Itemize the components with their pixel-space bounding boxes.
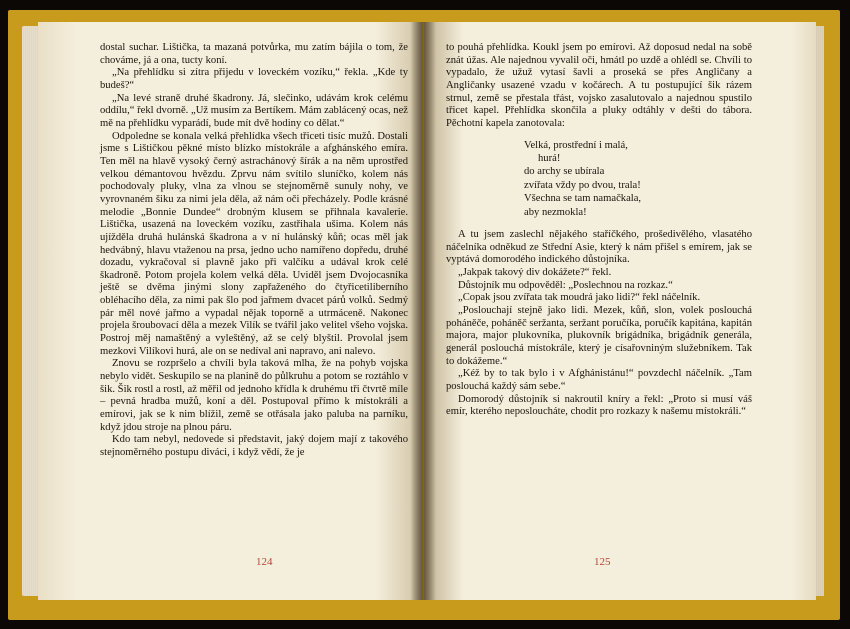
paragraph: „Kéž by to tak bylo i v Afghánistánu!“ povzdechl náčelník. „Tam poslouchá každý sám sebe.“ [446, 368, 752, 392]
paragraph: „Na přehlídku si zítra přijedu v loveckém vozíku,“ řekla. „Kde ty budeš?“ [100, 67, 408, 91]
verse-line: hurá! [538, 153, 561, 164]
paragraph: „Jakpak takový div dokážete?“ řekl. [458, 267, 612, 278]
verse-line: Všechna se tam namačkala, [524, 193, 642, 205]
paragraph: Kdo tam nebyl, nedovede si představit, jaký dojem mají z takového stejnoměrného postupu diváci, i když vědí, že je [100, 434, 408, 458]
paragraph: Domorodý důstojník si nakroutil kníry a řekl: „Proto si musí váš emír, kterého neposloucháte, chodit pro rozkazy k našemu místokráli.“ [446, 393, 752, 418]
paragraph: Odpoledne se konala velká přehlídka všech třiceti tisíc mužů. Dostali jsme s Lištičkou pěkné místo blízko místokrále a afghánského emíra. Ten měl na hlavě vysoký černý astrachánový šírák a na něm uprostřed velkou démantovou hvězdu. Zprvu nám svítilo sluníčko, kolem nás pochodovaly pluky, vlna za vlnou se stejnoměrně sunuly nohy, ve vyrovnaném šiku za nimi jela děla, až nám oči přecházely. Podle krásné melodie „Bonnie Dundee“ drobným klusem se přihnala kavalerie. Lištička, usazená na loveckém vozíku, zastřihala ušima. Kolem nás ujížděla druhá hulánská škadrona a v ní hulánský kůň; ocas měl jak hedvábný, hlavu vtaženou na prsa, jedno ucho namířeno dopředu, druhé dozadu, vykračoval si plavně jako při valčíku a udával krok celé škadroně. Potom projela kolem velká děla. Uviděl jsem Dvojocasníka ještě se dvěma jinými slony zapřaženého do čtyřicetiliberního obléhacího děla, za nimi pak šlo pod jařmem dvacet párů volků. Sedmý pár měl nové jařmo a vypadal nějak toporně a utrmáceně. Nakonec projela šroubovací děla a mezek Vilík se tvářil jako velitel všeho vojska. Postroj měj namaštěný a vyleštěný, až se celý blyštil. Provolal jsem mezkovi Vilíkovi hurá, ale on se nedíval ani napravo, ani nalevo. [100, 130, 408, 357]
paragraph: dostal suchar. Lištička, ta mazaná potvůrka, mu zatím bájila o tom, že chováme, já a ona, tucty koní. [100, 42, 408, 66]
paragraph: „Poslouchají stejně jako lidi. Mezek, kůň, slon, volek poslouchá poháněče, poháněč seržanta, seržant poručíka, poručík kapitána, kapitán majora, major plukovníka, plukovník brigádníka, brigádník generála, generál poslouchá místokrále, který je císařovniným služebníkem. Tak to dokážeme.“ [446, 304, 752, 367]
paragraph: to pouhá přehlídka. Koukl jsem po emírovi. Až doposud nedal na sobě znát úžas. Ale najednou vyvalil oči, hmátl po uzdě a ohlédl se. Chvíli to vypadalo, že užuž vytasí šavli a proseká se přes Angličany a Angličanky usazené vzadu v kočárech. A tu postupující šik rázem strnul, země se přestala třást, vojsko zasalutovalo a najednou spustilo třicet kapel. Přehlídka skončila a pluky odtáhly v dešti do tábora. Pěchotní kapela zanotovala: [446, 42, 752, 129]
paragraph: Znovu se rozpršelo a chvíli byla taková mlha, že na pohyb vojska nebylo vidět. Seskupilo se na planině do půlkruhu a potom se roztáhlo v šik. Šik rostl a rostl, až měřil od jednoho křídla k druhému tři čtvrtě míle – pevná hradba mužů, koní a děl. Postupoval přímo k místokráli a emírovi, jak se k nim blížil, země se otřásala jako paluba na parníku, když jdou stroje na plnou páru. [100, 358, 408, 433]
page-number: 125 [594, 556, 611, 568]
song-verse [524, 139, 752, 219]
paragraph: „Na levé straně druhé škadrony. Já, slečinko, udávám krok celému oddílu,“ řekl dvorně. „Už musím za Bertíkem. Mám zablácený ocas, než mě na přehlídku vyparádí, bude mít dvě hodiny co dělat.“ [100, 92, 408, 129]
verse-line: aby nezmokla! [524, 206, 587, 218]
paragraph: „Copak jsou zvířata tak moudrá jako lidi?“ řekl náčelník. [458, 292, 701, 304]
verse-line: do archy se ubírala [524, 166, 605, 178]
left-page [38, 22, 422, 600]
paragraph: Důstojník mu odpověděl: „Poslechnou na rozkaz.“ [458, 279, 673, 291]
page-number: 124 [256, 556, 273, 568]
right-page [424, 22, 816, 600]
paragraph: A tu jsem zaslechl nějakého staříčkého, prošedivělého, vlasatého náčelníka odněkud ze Střední Asie, který k nám přišel s emírem, jak se vyptává domorodého indického důstojníka. [446, 229, 752, 266]
verse-line: Velká, prostřední i malá, [524, 139, 628, 151]
verse-line: zvířata vždy po dvou, trala! [524, 179, 641, 191]
